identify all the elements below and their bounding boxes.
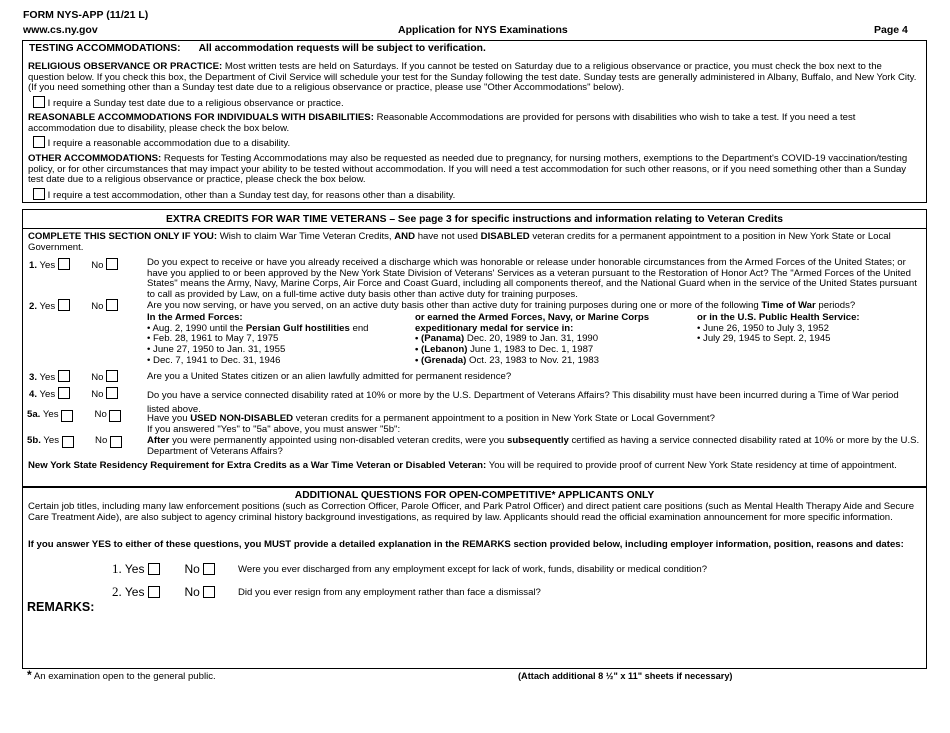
vet-q5b-answers: 5b. Yes No [27, 436, 122, 448]
page-title: Application for NYS Examinations [398, 24, 568, 36]
reasonable-section: REASONABLE ACCOMMODATIONS FOR INDIVIDUALS WITH DISABILITIES: Reasonable Accommodations are provided for persons with disabilities who wish to take a test. If you need a test accommodation due to disability, please check the box below. [28, 112, 856, 134]
veterans-divider [22, 228, 927, 229]
vet-q3-text: Are you a United States citizen or an alien lawfully admitted for permanent residence? [147, 371, 512, 382]
additional-heading: ADDITIONAL QUESTIONS FOR OPEN-COMPETITIVE* APPLICANTS ONLY [294, 490, 655, 501]
public-health-column: or in the U.S. Public Health Service: • June 26, 1950 to July 3, 1952 • July 29, 1945 to Sept. 2, 1945 [697, 312, 860, 345]
vet-q5a-no-checkbox[interactable] [109, 410, 121, 422]
other-section: OTHER ACCOMMODATIONS: Requests for Testing Accommodations may also be requested as needed due to pregnancy, for nursing mothers, exemptions to the Department's COVID-19 vaccination/testing policy, or for other circumstances that may impact your ability to be tested without accommodation. If you will need a test accommodation for such other reasons, or if you need something other than a Sunday test date due to a religious observance or practice, please check the box below. [28, 153, 908, 186]
form-id: FORM NYS-APP (11/21 L) [23, 9, 149, 21]
other-checkbox[interactable] [33, 188, 45, 200]
vet-q3-no-checkbox[interactable] [106, 370, 118, 382]
vet-q2-no-checkbox[interactable] [106, 299, 118, 311]
vet-q5b-text: After you were permanently appointed using non-disabled veteran credits, were you subsequently certified as having a service connected disability rated at 10% or more by the U.S. Department of Veterans Affairs? [147, 435, 920, 457]
vet-q4-no-checkbox[interactable] [106, 387, 118, 399]
reasonable-checkbox-row: I require a reasonable accommodation due to a disability. [33, 136, 290, 150]
vet-q5b-yes-checkbox[interactable] [62, 436, 74, 448]
vet-q5a-answers: 5a. Yes No [27, 410, 121, 422]
vet-q2-answers: 2. Yes No [29, 299, 118, 313]
reasonable-checkbox[interactable] [33, 136, 45, 148]
add-q1-no-checkbox[interactable] [203, 563, 215, 575]
vet-q4-answers: 4. Yes No [29, 387, 118, 401]
page-number: Page 4 [874, 24, 908, 36]
vet-q5a-text: Have you USED NON-DISABLED veteran credits for a permanent appointment to a position in New York State or Local Government? If you answered "Yes" to "5a" above, you must answer "5b": [147, 413, 715, 435]
vet-q2-text: Are you now serving, or have you served, on an active duty basis other than active duty for training purposes during one or more of the following Time of War periods? [147, 300, 856, 311]
add-q1-text: Were you ever discharged from any employment except for lack of work, funds, disability or medical condition? [238, 564, 708, 575]
vet-q3-yes-checkbox[interactable] [58, 370, 70, 382]
remarks-label: REMARKS: [27, 600, 95, 614]
religious-checkbox-row: I require a Sunday test date due to a religious observance or practice. [33, 96, 344, 110]
additional-text: Certain job titles, including many law enforcement positions (such as Correction Officer, Parole Officer, and Park Patrol Officer) and direct patient care positions (such as Mental Health Therapy Aide and Secure Care Treatment Aide), are also subject to agency criminal history background investigations, as required by law. Applicants should read the official examination announcement for more specific information. [28, 501, 915, 523]
remarks-area[interactable] [28, 616, 922, 666]
other-checkbox-row: I require a test accommodation, other than a Sunday test day, for reasons other than a disability. [33, 188, 455, 202]
vet-q1-text: Do you expect to receive or have you already received a discharge which was honorable or release under honorable circumstances from the Armed Forces of the United States; or have you applied to or been approved by the New York State Division of Veterans' Services as a veteran pursuant to the Restoration of Honor Act? The "Armed Forces of the United States" means the Army, Navy, Marine Corps, Air Force and Coast Guard, including all components thereof, and the National Guard when in the service of the United States pursuant to call as provided by Law, on a full-time active duty basis other than active duty for training purposes. [147, 257, 917, 301]
vet-q1-yes-checkbox[interactable] [58, 258, 70, 270]
add-q2-yes-checkbox[interactable] [148, 586, 160, 598]
vet-q1-answers: 1. Yes No [29, 258, 118, 272]
vet-q1-no-checkbox[interactable] [106, 258, 118, 270]
website: www.cs.ny.gov [23, 24, 98, 36]
add-q2-no-checkbox[interactable] [203, 586, 215, 598]
add-q2-text: Did you ever resign from any employment rather than face a dismissal? [238, 587, 541, 598]
veterans-intro: COMPLETE THIS SECTION ONLY IF YOU: Wish to claim War Time Veteran Credits, AND have not used DISABLED veteran credits for a permanent appointment to a position in New York State or Local Government. [28, 231, 891, 253]
testing-heading: TESTING ACCOMMODATIONS: All accommodation requests will be subject to verification. [29, 43, 486, 54]
religious-checkbox[interactable] [33, 96, 45, 108]
vet-q4-text: Do you have a service connected disability rated at 10% or more by the U.S. Department of Veterans Affairs? This disability must have been incurred during a Time of War period listed above. [147, 390, 899, 415]
footer-attach: (Attach additional 8 ½" x 11" sheets if necessary) [518, 671, 733, 681]
add-q1-yes-checkbox[interactable] [148, 563, 160, 575]
vet-q5b-no-checkbox[interactable] [110, 436, 122, 448]
veterans-heading: EXTRA CREDITS FOR WAR TIME VETERANS – See page 3 for specific instructions and information relating to Veteran Credits [166, 214, 783, 225]
vet-q3-answers: 3. Yes No [29, 370, 118, 384]
add-q1-answers: 1. Yes No [112, 562, 215, 577]
vet-q2-yes-checkbox[interactable] [58, 299, 70, 311]
residency-requirement: New York State Residency Requirement for Extra Credits as a War Time Veteran or Disabled Veteran: You will be required to provide proof of current New York State residency at time of appointment. [28, 460, 897, 471]
armed-forces-column: In the Armed Forces: • Aug. 2, 1990 until the Persian Gulf hostilities end • Feb. 28, 1961 to May 7, 1975 • June 27, 1950 to Jan. 31, 1955 • Dec. 7, 1941 to Dec. 31, 1946 [147, 312, 369, 366]
additional-instruction: If you answer YES to either of these questions, you MUST provide a detailed explanation in the REMARKS section provided below, including employer information, position, reasons and dates: [28, 539, 904, 550]
add-q2-answers: 2. Yes No [112, 585, 215, 600]
footer-note: * An examination open to the general public. [27, 668, 216, 682]
religious-section: RELIGIOUS OBSERVANCE OR PRACTICE: Most written tests are held on Saturdays. If you cannot be tested on Saturday due to a religious observance or practice, you must check the box next to the question below. If you check this box, the Department of Civil Service will schedule your test for the Sunday following the test date. Sunday tests are generally administered in Albany, Buffalo, and New York City. (If you need something other than a Sunday test date due to a religious observance or practice, please use "Other Accommodations" below). [28, 61, 917, 94]
vet-q5a-yes-checkbox[interactable] [61, 410, 73, 422]
vet-q4-yes-checkbox[interactable] [58, 387, 70, 399]
expeditionary-column: or earned the Armed Forces, Navy, or Marine Corps expeditionary medal for service in: • (Panama) Dec. 20, 1989 to Jan. 31, 1990 • (Lebanon) June 1, 1983 to Dec. 1, 1987 • (Grenada) Oct. 23, 1983 to Nov. 21, 1983 [415, 312, 650, 366]
